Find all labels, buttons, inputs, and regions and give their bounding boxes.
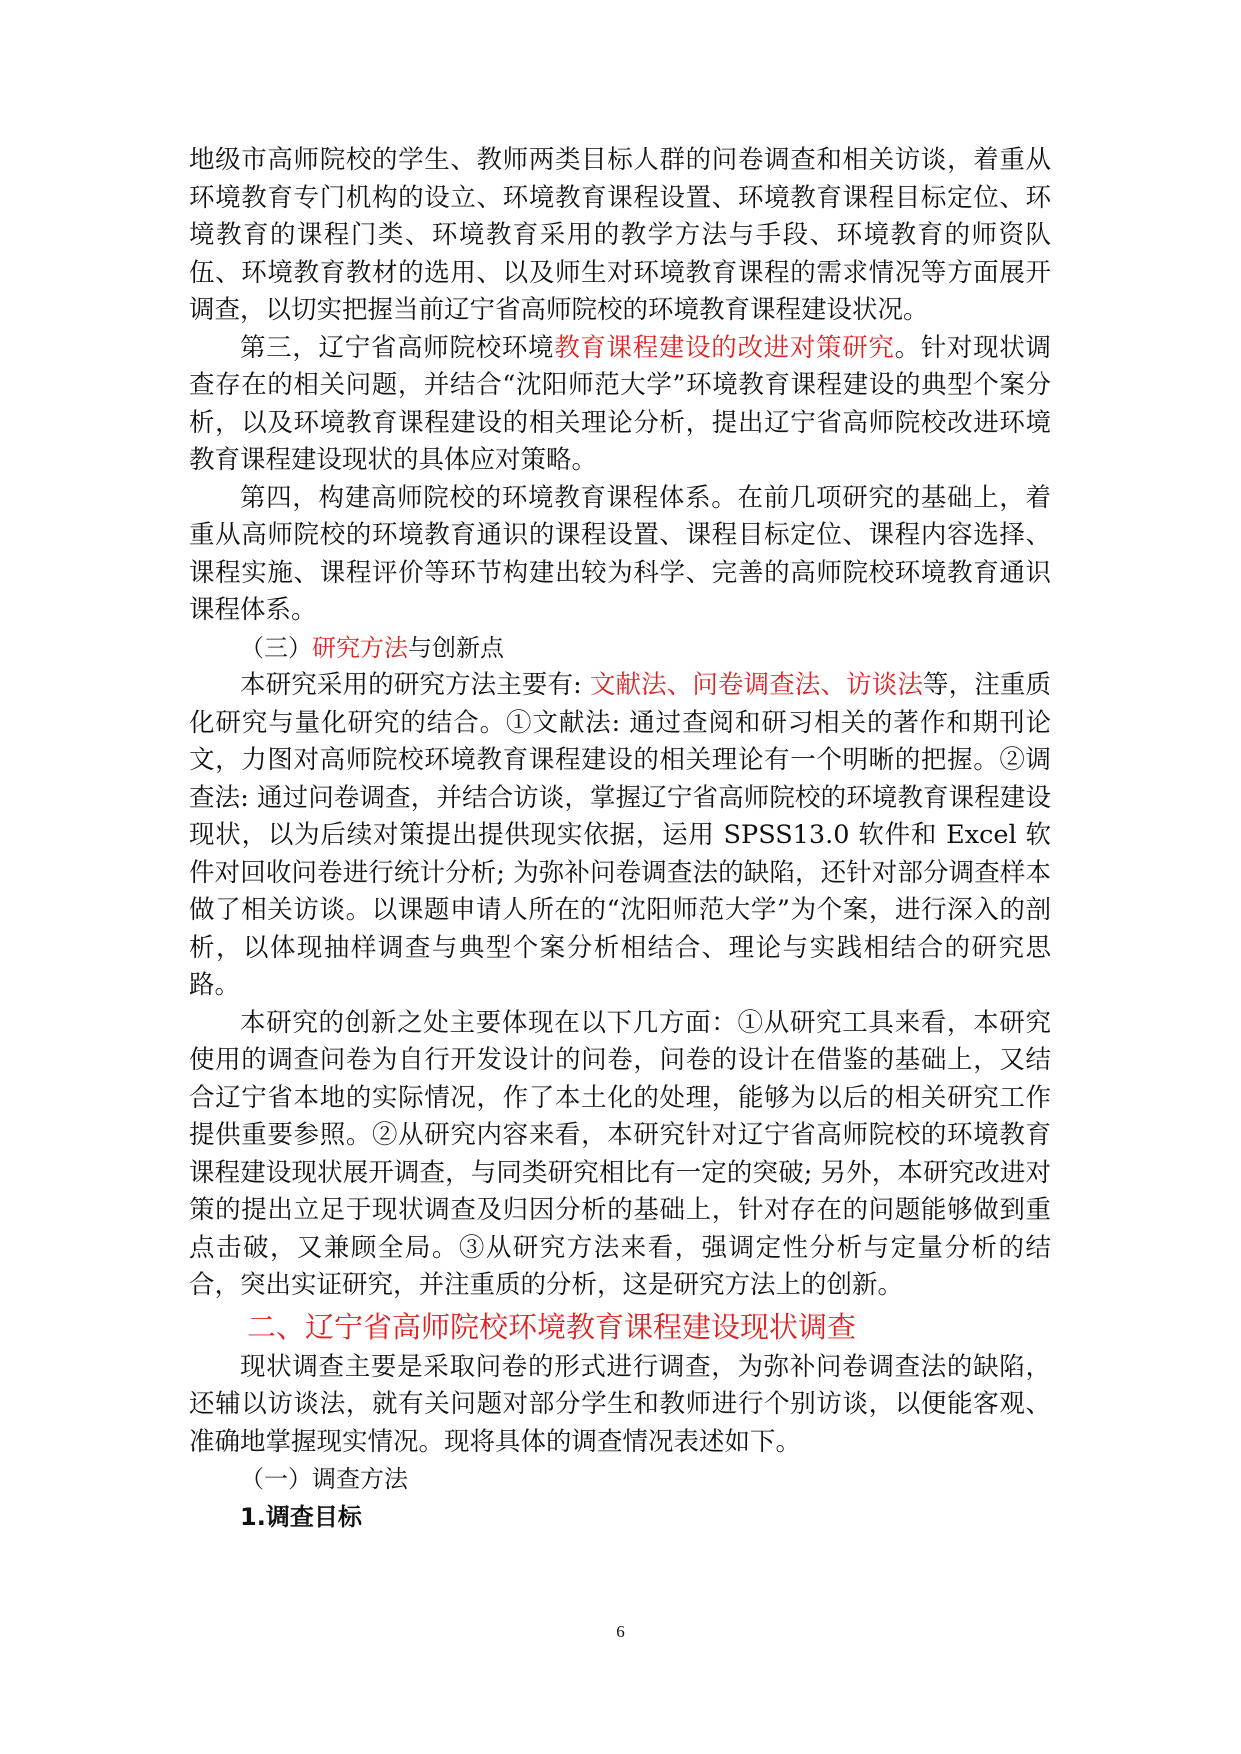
paragraph-third-item bbox=[189, 330, 1051, 480]
paragraph-methods-lead: 本研究采用的研究方法主要有: bbox=[240, 670, 590, 700]
subsubheading-survey-goal: 1.调查目标 bbox=[240, 1502, 362, 1531]
paragraph-survey-intro: 现状调查主要是采取问卷的形式进行调查，为弥补问卷调查法的缺陷，还辅以访谈法，就有关问题对部分学生和教师进行个别访谈，以便能客观、准确地掌握现实情况。现将具体的调查情况表述如下。 bbox=[189, 1351, 1051, 1457]
paragraph-third-item-lead: 第三，辽宁省高师院校环境 bbox=[240, 332, 555, 363]
subheading-methods-number: （三） bbox=[240, 633, 312, 662]
subheading-survey-method: （一）调查方法 bbox=[240, 1465, 408, 1493]
subheading-methods-rest: 与创新点 bbox=[408, 633, 504, 662]
paragraph-methods-rest: 等，注重质化研究与量化研究的结合。①文献法: 通过查阅和研习相关的著作和期刊论文，力图对高师院校环境教育课程建设的相关理论有一个明晰的把握。②调查法: 通过问卷调查，并结合访谈，掌握辽宁省高师院校的环境教育课程建设现状，以为后续对策提出提供现实依据，运用 SPSS13.0 软件和 Excel 软件对回收问卷进行统计分析; 为弥补问卷调查法的缺陷，还针对部分调查样本做了相关访谈。以课题申请人所在的“沈阳师范大学”为个案，进行深入的剖析，以体现抽样调查与典型个案分析相结合、理论与实践相结合的研究思路。 bbox=[189, 670, 1051, 1000]
highlight-method-list: 文献法、问卷调查法、访谈法 bbox=[589, 670, 923, 700]
page-number: 6 bbox=[616, 1622, 625, 1641]
paragraph-third-item-rest: 。针对现状调查存在的相关问题，并结合“沈阳师范大学”环境教育课程建设的典型个案分析，以及环境教育课程建设的相关理论分析，提出辽宁省高师院校改进环境教育课程建设现状的具体应对策略。 bbox=[189, 332, 1051, 475]
paragraph-survey-scope: 地级市高师院校的学生、教师两类目标人群的问卷调查和相关访谈，着重从环境教育专门机构的设立、环境教育课程设置、环境教育课程目标定位、环境教育的课程门类、环境教育采用的教学方法与手段、环境教育的师资队伍、环境教育教材的选用、以及师生对环境教育课程的需求情况等方面展开调查，以切实把握当前辽宁省高师院校的环境教育课程建设状况。 bbox=[189, 145, 1051, 325]
paragraph-research-methods bbox=[189, 667, 1051, 1005]
highlight-improvement-strategy: 教育课程建设的改进对策研究 bbox=[554, 332, 895, 363]
highlight-research-methods: 研究方法 bbox=[312, 633, 408, 662]
section-heading-survey: 二、辽宁省高师院校环境教育课程建设现状调查 bbox=[247, 1309, 857, 1344]
paragraph-innovation: 本研究的创新之处主要体现在以下几方面：①从研究工具来看，本研究使用的调查问卷为自行开发设计的问卷，问卷的设计在借鉴的基础上，又结合辽宁省本地的实际情况，作了本土化的处理，能够为以后的相关研究工作提供重要参照。②从研究内容来看，本研究针对辽宁省高师院校的环境教育课程建设现状展开调查，与同类研究相比有一定的突破; 另外，本研究改进对策的提出立足于现状调查及归因分析的基础上，针对存在的问题能够做到重点击破，又兼顾全局。③从研究方法来看，强调定性分析与定量分析的结合，突出实证研究，并注重质的分析，这是研究方法上的创新。 bbox=[189, 1007, 1051, 1300]
paragraph-fourth-item: 第四，构建高师院校的环境教育课程体系。在前几项研究的基础上，着重从高师院校的环境教育通识的课程设置、课程目标定位、课程内容选择、课程实施、课程评价等环节构建出较为科学、完善的高师院校环境教育通识课程体系。 bbox=[189, 482, 1051, 625]
subheading-methods-innovation bbox=[189, 630, 1051, 668]
document-body bbox=[189, 142, 1051, 1536]
